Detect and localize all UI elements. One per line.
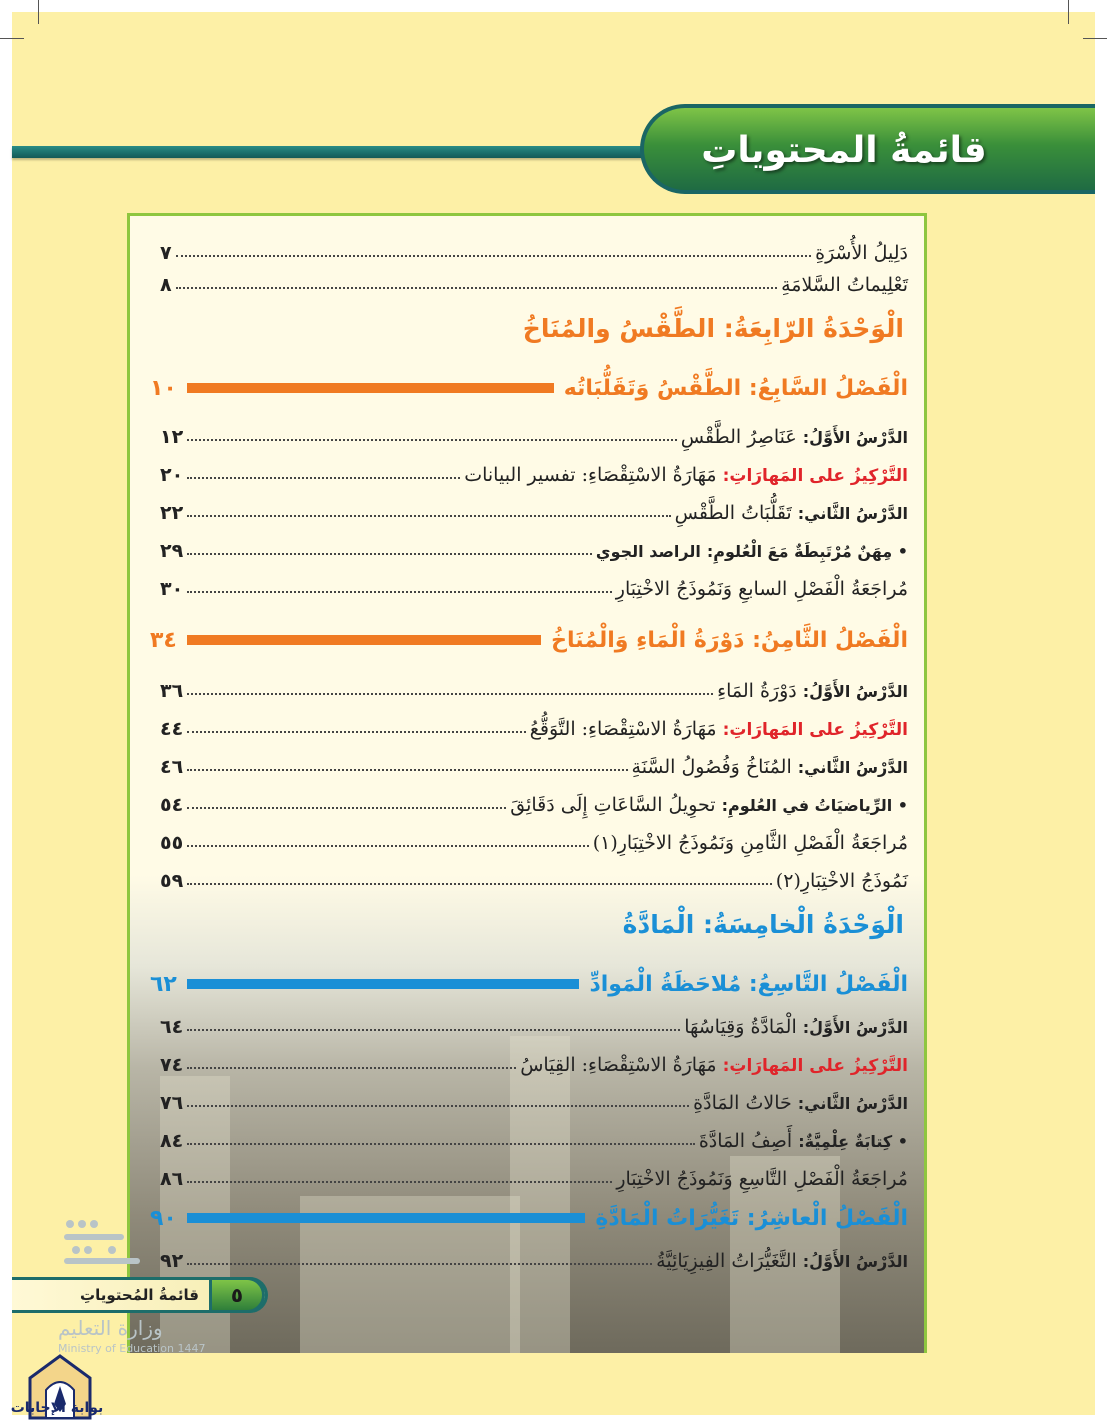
chapter-7-heading[interactable]	[150, 368, 908, 408]
chapter-page: ٣٤	[150, 627, 177, 653]
toc-entry[interactable]	[160, 528, 908, 562]
entry-title: مَهَارَةُ الاسْتِقْصَاءِ: التَّوَقُّعُ	[529, 718, 717, 740]
header-banner	[640, 104, 1095, 194]
toc-entry[interactable]	[160, 744, 908, 778]
page-number: ٦٤	[160, 1016, 184, 1038]
chapter-bar	[187, 979, 580, 989]
dot-leader	[187, 1263, 652, 1265]
chapter-bar	[187, 383, 554, 393]
dot-leader	[187, 1105, 689, 1107]
footer-label: قائمةُ المُحتوياتِ	[80, 1286, 199, 1304]
page-number: ٣٠	[160, 578, 184, 600]
page-number: ٢٠	[160, 464, 184, 486]
skill-label: التَّرْكِيزُ على المَهارَاتِ:	[722, 466, 908, 486]
dot-leader	[187, 1029, 680, 1031]
ministry-logo-icon	[62, 1216, 142, 1270]
dot-leader	[187, 477, 460, 479]
entry-title: تَقَلُّبَاتُ الطَّقْسِ	[674, 502, 792, 524]
page-number: ٨٤	[160, 1130, 184, 1152]
page-number: ٥٤	[160, 794, 184, 816]
toc-entry[interactable]	[160, 1118, 908, 1152]
page-number: ٥٥	[160, 832, 184, 854]
page-number: ٤٦	[160, 756, 184, 778]
toc-entry[interactable]	[160, 1042, 908, 1076]
toc-entry[interactable]	[160, 490, 908, 524]
page-number: ٧٦	[160, 1092, 184, 1114]
toc-entry[interactable]	[160, 262, 908, 296]
dot-leader	[187, 1067, 516, 1069]
entry-label: الدَّرْسُ الثَّاني:	[797, 1094, 908, 1113]
dot-leader	[187, 769, 627, 771]
dot-leader	[187, 1181, 612, 1183]
chapter-page: ٦٢	[150, 971, 177, 997]
toc-entry[interactable]	[160, 1238, 908, 1272]
ministry-name: وزارة التعليم	[58, 1316, 163, 1340]
entry-label: الدَّرْسُ الأَوَّلُ:	[802, 682, 908, 701]
entry-title: تَعْلِيماتُ السَّلامَةِ	[781, 274, 908, 296]
ministry-en-text: Ministry of Education	[58, 1342, 175, 1355]
skill-label: التَّرْكِيزُ على المَهارَاتِ:	[722, 1056, 908, 1076]
chapter-bar	[187, 635, 541, 645]
entry-label: • كِتابَةٌ عِلْمِيَّةٌ:	[798, 1132, 908, 1151]
toc-frame	[127, 213, 927, 1353]
entry-title: أَصِفُ المَادَّةَ	[698, 1130, 793, 1152]
page-number: ١٢	[160, 426, 184, 448]
toc-entry[interactable]	[160, 858, 908, 892]
crop-mark	[1083, 38, 1107, 39]
toc-entry[interactable]	[160, 566, 908, 600]
page-number: ٢٩	[160, 540, 184, 562]
toc-entry[interactable]	[160, 1080, 908, 1114]
toc-entry[interactable]	[160, 1004, 908, 1038]
chapter-title: الْفَصْلُ الْعاشِرُ: تَغَيُّرَاتُ الْمَادَّةِ	[595, 1205, 908, 1231]
chapter-8-heading[interactable]	[150, 620, 908, 660]
footer-tab	[12, 1277, 268, 1313]
chapter-page: ٩٠	[150, 1205, 177, 1231]
chapter-bar	[187, 1213, 586, 1223]
entry-label: • الرِّياضيَاتُ في العُلومِ:	[721, 796, 908, 815]
entry-title: مُراجَعَةُ الْفَصْلِ التَّاسِعِ وَنَمُوذَجُ الاخْتِبَارِ	[616, 1168, 908, 1190]
entry-label: الدَّرْسُ الأَوَّلُ:	[802, 428, 908, 447]
page-number: ٨	[160, 274, 172, 296]
unit-4-title: الْوَحْدَةُ الرّابِعَةُ: الطَّقْسُ والمُنَاخُ	[522, 314, 904, 343]
dot-leader	[187, 807, 506, 809]
dot-leader	[187, 731, 526, 733]
entry-title: التَّغَيُّرَاتُ الفِيزِيَائِيَّةُ	[656, 1250, 797, 1272]
toc-entry[interactable]	[160, 706, 908, 740]
toc-entry[interactable]	[160, 230, 908, 264]
dot-leader	[187, 693, 713, 695]
toc-entry[interactable]	[160, 782, 908, 816]
entry-title: عَنَاصِرُ الطَّقْسِ	[680, 426, 797, 448]
page-number: ٤٤	[160, 718, 184, 740]
ministry-year: 1447	[177, 1342, 206, 1355]
page-number: ٣٦	[160, 680, 184, 702]
unit-5-title: الْوَحْدَةُ الْخامِسَةُ: الْمَادَّةُ	[622, 910, 904, 939]
skill-label: التَّرْكِيزُ على المَهارَاتِ:	[722, 720, 908, 740]
header-rule	[12, 146, 652, 158]
entry-title: مَهَارَةُ الاسْتِقْصَاءِ: تفسير البيانات	[464, 464, 717, 486]
page-number: ٨٦	[160, 1168, 184, 1190]
entry-title: حَالاتُ المَادَّةِ	[693, 1092, 792, 1114]
entry-title: نَمُوذَجُ الاخْتِبَارِ(٢)	[775, 870, 908, 892]
chapter-title: الْفَصْلُ السَّابِعُ: الطَّقْسُ وَتَقَلُّبَاتُه	[563, 375, 908, 401]
toc-entry[interactable]	[160, 452, 908, 486]
page-number: ٧٤	[160, 1054, 184, 1076]
dot-leader	[187, 1143, 695, 1145]
footer-page-number: ٥	[209, 1277, 265, 1313]
dot-leader	[187, 515, 670, 517]
entry-label: الدَّرْسُ الثَّاني:	[797, 504, 908, 523]
page-number: ٩٢	[160, 1250, 184, 1272]
entry-title: الراصد الجوي	[595, 542, 701, 561]
chapter-page: ١٠	[150, 375, 177, 401]
toc-entry[interactable]	[160, 668, 908, 702]
page-title: قائمةُ المحتوياتِ	[701, 130, 987, 171]
entry-title: دَلِيلُ الأُسْرَةِ	[815, 242, 908, 264]
toc-entry[interactable]	[160, 1156, 908, 1190]
page-number: ٢٢	[160, 502, 184, 524]
chapter-9-heading[interactable]	[150, 964, 908, 1004]
entry-title: المُنَاخُ وَفُصُولُ السَّنَةِ	[631, 756, 792, 778]
entry-label: • مِهَنٌ مُرْتَبِطَةٌ مَعَ الْعُلومِ:	[706, 542, 908, 561]
dot-leader	[176, 287, 777, 289]
crop-mark	[1068, 0, 1069, 24]
page-number: ٧	[160, 242, 172, 264]
entry-title: مُراجَعَةُ الْفَصْلِ السابعِ وَنَمُوذَجُ الاخْتِبَارِ	[615, 578, 908, 600]
dot-leader	[187, 883, 772, 885]
dot-leader	[187, 845, 588, 847]
crop-mark	[0, 38, 24, 39]
answers-gate-label: بوابة الإجابات	[10, 1400, 104, 1416]
dot-leader	[176, 255, 812, 257]
chapter-title: الْفَصْلُ الثَّامِنُ: دَوْرَةُ الْمَاءِ وَالْمُنَاخُ	[551, 627, 908, 653]
chapter-10-heading[interactable]	[150, 1198, 908, 1238]
toc-entry[interactable]	[160, 820, 908, 854]
entry-title: الْمَادَّةُ وَقِيَاسُهَا	[684, 1016, 797, 1038]
dot-leader	[187, 439, 677, 441]
crop-mark	[38, 0, 39, 24]
dot-leader	[187, 553, 592, 555]
entry-label: الدَّرْسُ الأَوَّلُ:	[802, 1018, 908, 1037]
entry-label: الدَّرْسُ الثَّاني:	[797, 758, 908, 777]
page-number: ٥٩	[160, 870, 184, 892]
entry-title: مُراجَعَةُ الْفَصْلِ الثَّامِنِ وَنَمُوذَجُ الاخْتِبَارِ(١)	[592, 832, 908, 854]
chapter-title: الْفَصْلُ التَّاسِعُ: مُلاحَظَةُ الْمَوادِّ	[589, 971, 908, 997]
entry-title: دَوْرَةُ المَاءِ	[717, 680, 797, 702]
toc-entry[interactable]	[160, 414, 908, 448]
dot-leader	[187, 591, 612, 593]
entry-title: تحوِيلُ السَّاعَاتِ إِلَى دَقَائِقَ	[510, 794, 716, 816]
entry-label: الدَّرْسُ الأَوَّلُ:	[802, 1252, 908, 1271]
entry-title: مَهَارَةُ الاسْتِقْصَاءِ: القِيَاسُ	[520, 1054, 717, 1076]
